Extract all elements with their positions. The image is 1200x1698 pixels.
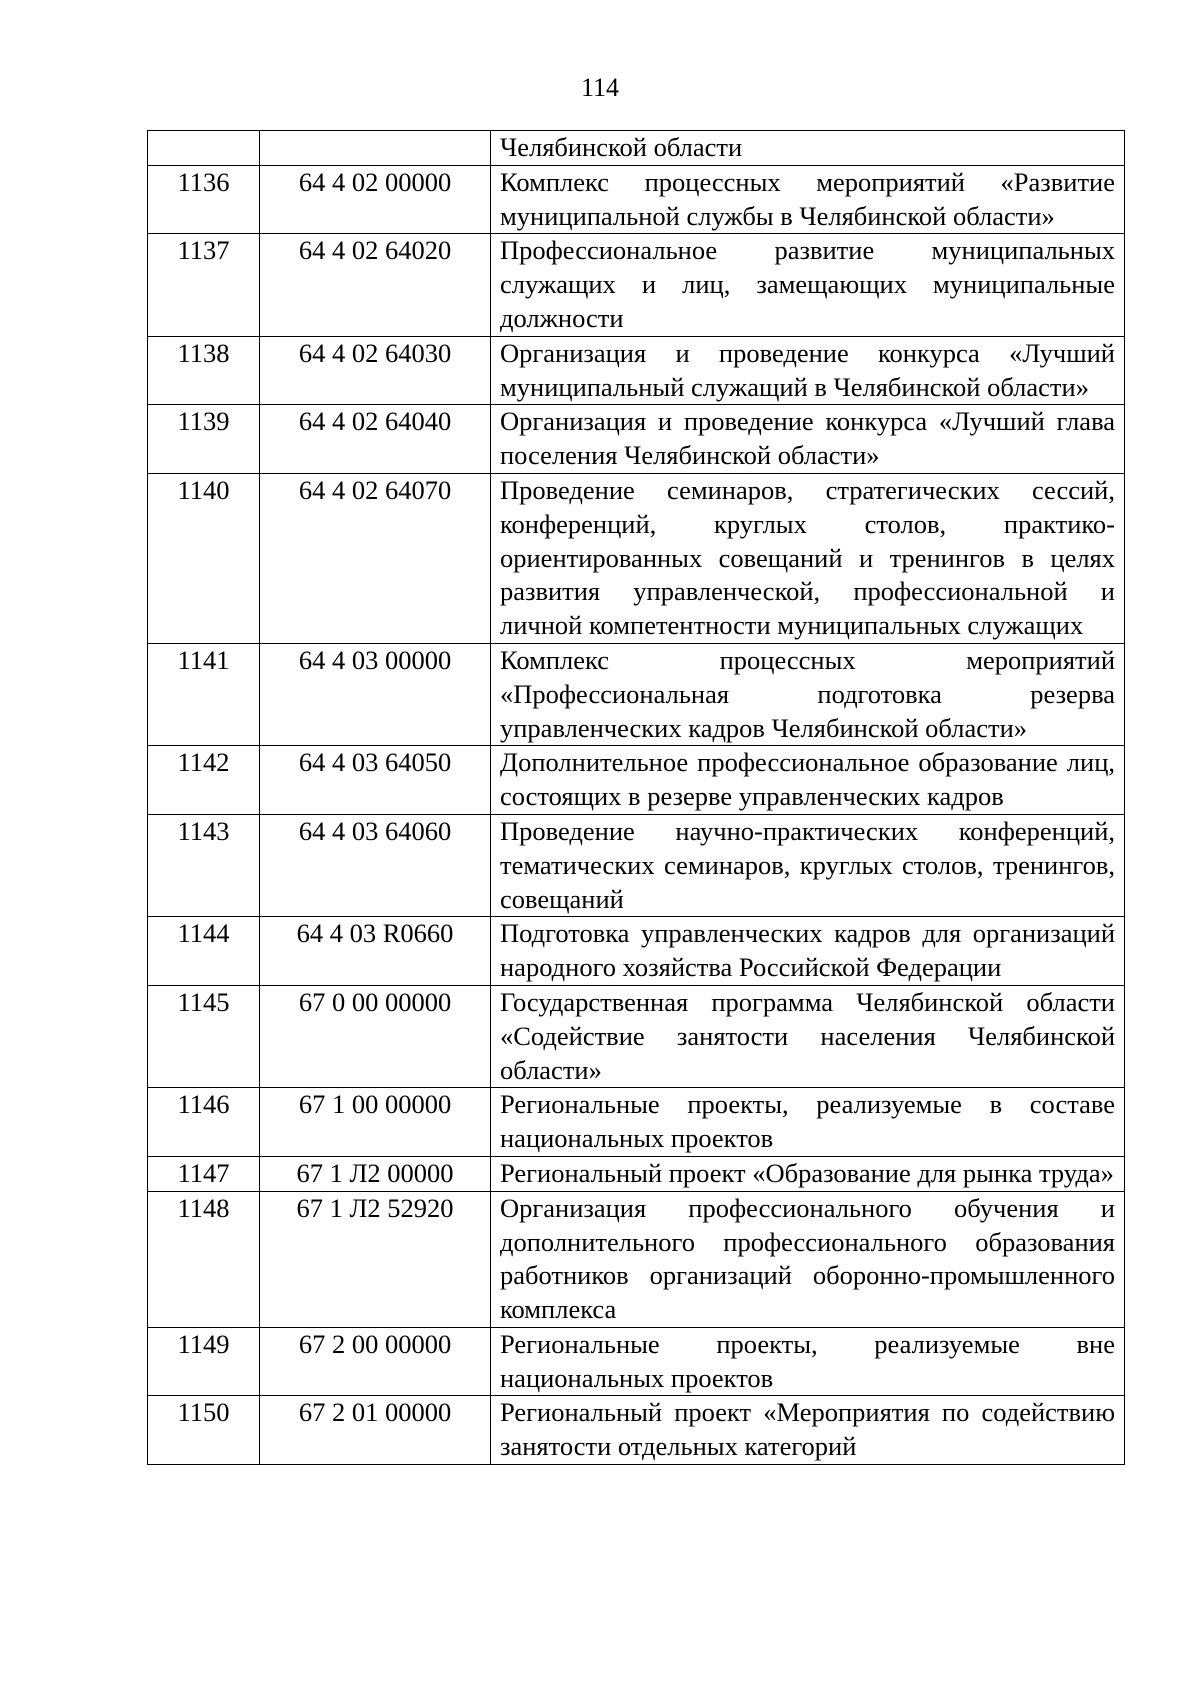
- classification-code-cell: 67 2 00 00000: [260, 1327, 491, 1396]
- row-number-cell: 1143: [148, 814, 260, 916]
- row-number-cell: 1140: [148, 473, 260, 643]
- item-name-cell: Комплекс процессных мероприятий «Развитие муниципальной службы в Челябинской области»: [491, 165, 1125, 234]
- table-row: [148, 1156, 1125, 1191]
- classification-code-cell: 64 4 03 00000: [260, 643, 491, 745]
- classification-code-cell: 67 1 Л2 52920: [260, 1191, 491, 1327]
- row-number-cell: 1147: [148, 1156, 260, 1191]
- item-name-cell: Организация профессионального обучения и дополнительного профессионального образования работников организаций оборонно-промышленного комплекса: [491, 1191, 1125, 1327]
- classification-code-cell: 64 4 02 64040: [260, 405, 491, 474]
- table-row: [148, 917, 1125, 986]
- item-name-cell: Региональный проект «Образование для рынка труда»: [491, 1156, 1125, 1191]
- row-number-cell: 1145: [148, 985, 260, 1087]
- item-name-cell: Проведение семинаров, стратегических сессий, конференций, круглых столов, практико-ориентированных совещаний и тренингов в целях развития управленческой, профессиональной и личной компетентности муниципальных служащих: [491, 473, 1125, 643]
- table-row: [148, 234, 1125, 336]
- item-name-cell: Региональный проект «Мероприятия по содействию занятости отдельных категорий: [491, 1396, 1125, 1465]
- table-row: [148, 405, 1125, 474]
- item-name-cell: Комплекс процессных мероприятий «Профессиональная подготовка резерва управленческих кадров Челябинской области»: [491, 643, 1125, 745]
- row-number-cell: [148, 131, 260, 166]
- item-name-cell: Организация и проведение конкурса «Лучший глава поселения Челябинской области»: [491, 405, 1125, 474]
- item-name-cell: Государственная программа Челябинской области «Содействие занятости населения Челябинской области»: [491, 985, 1125, 1087]
- table-row: [148, 1088, 1125, 1157]
- classification-code-cell: 64 4 03 64060: [260, 814, 491, 916]
- row-number-cell: 1137: [148, 234, 260, 336]
- budget-classification-table: [147, 130, 1125, 1465]
- page-number: 114: [580, 73, 620, 102]
- item-name-cell: Подготовка управленческих кадров для организаций народного хозяйства Российской Федерации: [491, 917, 1125, 986]
- table-row: [148, 1191, 1125, 1327]
- classification-code-cell: 67 2 01 00000: [260, 1396, 491, 1465]
- classification-code-cell: 67 1 00 00000: [260, 1088, 491, 1157]
- row-number-cell: 1149: [148, 1327, 260, 1396]
- table-row: [148, 814, 1125, 916]
- table-row: [148, 1327, 1125, 1396]
- table-body: [148, 131, 1125, 1465]
- row-number-cell: 1144: [148, 917, 260, 986]
- table-row: [148, 1396, 1125, 1465]
- row-number-cell: 1146: [148, 1088, 260, 1157]
- item-name-cell: Организация и проведение конкурса «Лучший муниципальный служащий в Челябинской области»: [491, 336, 1125, 405]
- row-number-cell: 1142: [148, 746, 260, 815]
- table-row: [148, 746, 1125, 815]
- row-number-cell: 1138: [148, 336, 260, 405]
- item-name-cell: Дополнительное профессиональное образование лиц, состоящих в резерве управленческих кадров: [491, 746, 1125, 815]
- classification-code-cell: 64 4 02 64070: [260, 473, 491, 643]
- item-name-cell: Региональные проекты, реализуемые в составе национальных проектов: [491, 1088, 1125, 1157]
- table-row: [148, 131, 1125, 166]
- table-row: [148, 336, 1125, 405]
- classification-code-cell: 64 4 03 64050: [260, 746, 491, 815]
- table-row: [148, 473, 1125, 643]
- table-row: [148, 643, 1125, 745]
- item-name-cell: Региональные проекты, реализуемые вне национальных проектов: [491, 1327, 1125, 1396]
- classification-code-cell: 64 4 02 00000: [260, 165, 491, 234]
- item-name-cell: Профессиональное развитие муниципальных служащих и лиц, замещающих муниципальные должности: [491, 234, 1125, 336]
- table-row: [148, 985, 1125, 1087]
- classification-code-cell: 64 4 03 R0660: [260, 917, 491, 986]
- classification-code-cell: 64 4 02 64020: [260, 234, 491, 336]
- row-number-cell: 1139: [148, 405, 260, 474]
- table-row: [148, 165, 1125, 234]
- classification-code-cell: 64 4 02 64030: [260, 336, 491, 405]
- item-name-cell: Челябинской области: [491, 131, 1125, 166]
- item-name-cell: Проведение научно-практических конференций, тематических семинаров, круглых столов, тренингов, совещаний: [491, 814, 1125, 916]
- row-number-cell: 1136: [148, 165, 260, 234]
- classification-code-cell: 67 1 Л2 00000: [260, 1156, 491, 1191]
- row-number-cell: 1141: [148, 643, 260, 745]
- row-number-cell: 1148: [148, 1191, 260, 1327]
- row-number-cell: 1150: [148, 1396, 260, 1465]
- classification-code-cell: [260, 131, 491, 166]
- classification-code-cell: 67 0 00 00000: [260, 985, 491, 1087]
